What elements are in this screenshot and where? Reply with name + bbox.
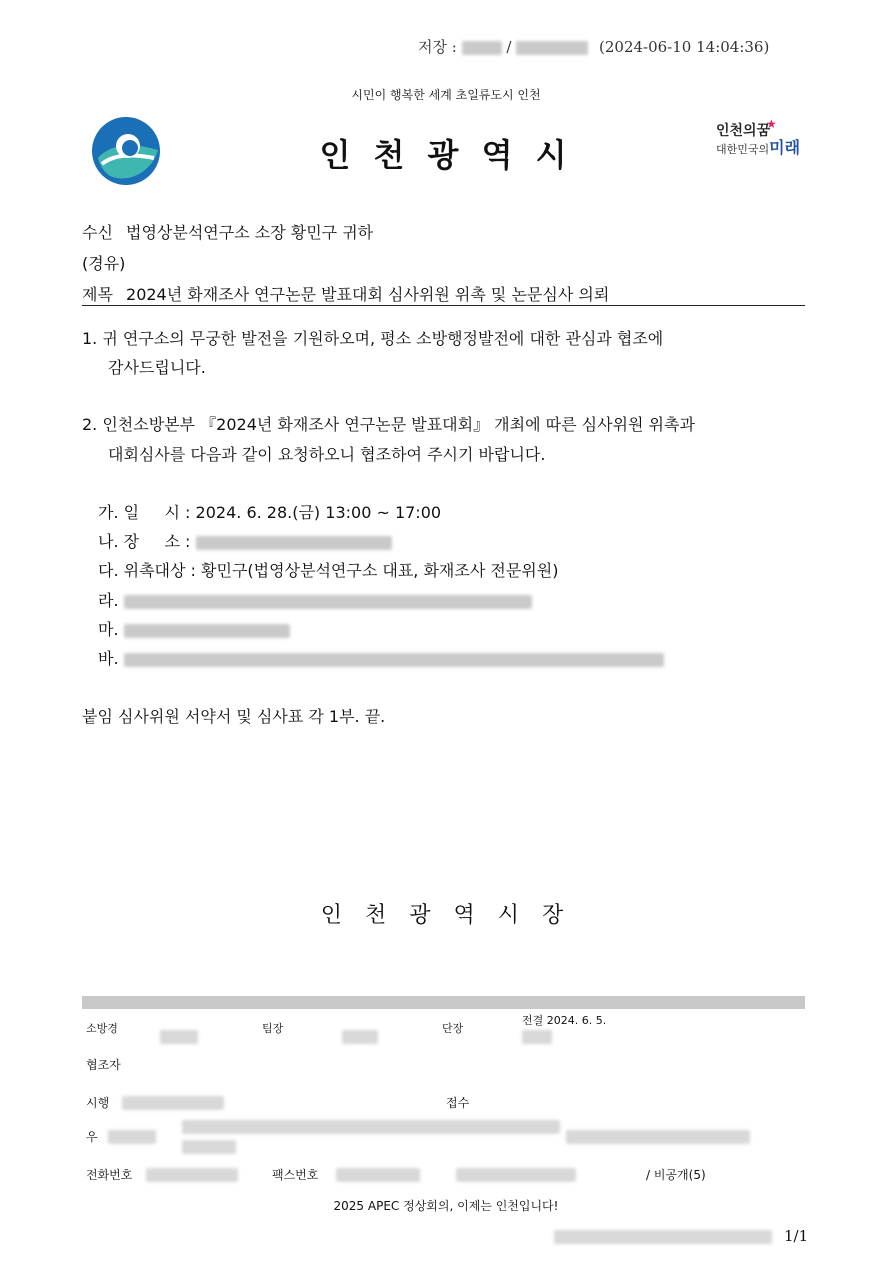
enforce-label: 시행 bbox=[86, 1096, 110, 1110]
subject-label: 제목 bbox=[82, 285, 113, 304]
phone-label: 전화번호 bbox=[86, 1168, 133, 1182]
item-label: 나. 장 소 : bbox=[98, 532, 191, 551]
item-target bbox=[98, 558, 558, 581]
para2-line2: 대회심사를 다음과 같이 요청하오니 협조하여 주시기 바랍니다. bbox=[108, 445, 546, 464]
star-icon: ★ bbox=[766, 117, 777, 131]
item-ba bbox=[98, 646, 664, 669]
redacted-text bbox=[456, 1168, 576, 1182]
save-timestamp: (2024-06-10 14:04:36) bbox=[599, 38, 770, 56]
footer-slogan: 2025 APEC 정상회의, 이제는 인천입니다! bbox=[333, 1199, 559, 1213]
redacted-text bbox=[124, 595, 532, 609]
redacted-text bbox=[146, 1168, 238, 1182]
para2-line1: 2. 인천소방본부 『2024년 화재조사 연구논문 발표대회』 개최에 따른 심사위원 위촉과 bbox=[82, 415, 695, 434]
approval-date: 전결 2024. 6. 5. bbox=[522, 1014, 607, 1027]
item-value: 황민구(법영상분석연구소 대표, 화재조사 전문위원) bbox=[201, 561, 559, 580]
redacted-text bbox=[566, 1130, 750, 1144]
redacted-text bbox=[182, 1120, 560, 1134]
item-label: 바. bbox=[98, 649, 119, 668]
save-label: 저장 : bbox=[418, 38, 457, 56]
redacted-text bbox=[336, 1168, 420, 1182]
redacted-text bbox=[196, 536, 392, 550]
dream-logo-line2a: 대한민국의 bbox=[716, 143, 770, 157]
page-number: 1/1 bbox=[784, 1227, 809, 1245]
postal-label: 우 bbox=[86, 1130, 98, 1144]
org-name: 인 천 광 역 시 bbox=[319, 136, 573, 174]
item-value: 2024. 6. 28.(금) 13:00 ~ 17:00 bbox=[195, 503, 442, 522]
redacted-text bbox=[554, 1230, 772, 1244]
subject-line bbox=[82, 282, 810, 305]
item-label: 마. bbox=[98, 620, 119, 639]
cooperator-label: 협조자 bbox=[86, 1058, 121, 1072]
item-ra bbox=[98, 588, 532, 611]
recipient-line bbox=[82, 220, 810, 243]
disclosure-label: / 비공개(5) bbox=[646, 1168, 706, 1182]
role-3: 단장 bbox=[442, 1022, 464, 1035]
redacted-text bbox=[124, 653, 664, 667]
item-place bbox=[98, 529, 392, 552]
mayor-signature: 인 천 광 역 시 장 bbox=[320, 903, 572, 928]
item-label: 라. bbox=[98, 591, 119, 610]
item-date bbox=[98, 500, 441, 523]
redacted-text bbox=[342, 1030, 378, 1044]
subject: 2024년 화재조사 연구논문 발표대회 심사위원 위촉 및 논문심사 의뢰 bbox=[126, 285, 610, 304]
subject-divider bbox=[82, 305, 805, 306]
item-label: 가. 일 시 : bbox=[98, 503, 191, 522]
receive-label: 접수 bbox=[446, 1096, 470, 1110]
role-1: 소방경 bbox=[86, 1022, 118, 1035]
item-ma bbox=[98, 617, 290, 640]
save-separator: / bbox=[506, 38, 512, 56]
dream-logo bbox=[716, 117, 816, 158]
dream-logo-line2b: 미래 bbox=[769, 138, 801, 158]
redacted-text bbox=[516, 41, 588, 55]
attachment-line: 붙임 심사위원 서약서 및 심사표 각 1부. 끝. bbox=[82, 707, 386, 726]
footer-bar bbox=[82, 996, 805, 1009]
recipient: 법영상분석연구소 소장 황민구 귀하 bbox=[126, 223, 374, 242]
redacted-text bbox=[108, 1130, 156, 1144]
redacted-text bbox=[522, 1030, 552, 1044]
redacted-text bbox=[160, 1030, 198, 1044]
para1-line2: 감사드립니다. bbox=[108, 358, 206, 377]
redacted-text bbox=[124, 624, 290, 638]
recipient-label: 수신 bbox=[82, 223, 113, 242]
save-stamp bbox=[418, 36, 769, 57]
item-label: 다. 위촉대상 : bbox=[98, 561, 196, 580]
redacted-text bbox=[122, 1096, 224, 1110]
via-line: (경유) bbox=[82, 254, 126, 273]
redacted-text bbox=[462, 41, 502, 55]
dream-logo-line1: 인천의꿈 bbox=[716, 123, 771, 139]
role-2: 팀장 bbox=[262, 1022, 284, 1035]
para1-line1: 1. 귀 연구소의 무궁한 발전을 기원하오며, 평소 소방행정발전에 대한 관심과 협조에 bbox=[82, 329, 664, 348]
fax-label: 팩스번호 bbox=[272, 1168, 319, 1182]
redacted-text bbox=[182, 1140, 236, 1154]
city-slogan: 시민이 행복한 세계 초일류도시 인천 bbox=[351, 88, 541, 102]
